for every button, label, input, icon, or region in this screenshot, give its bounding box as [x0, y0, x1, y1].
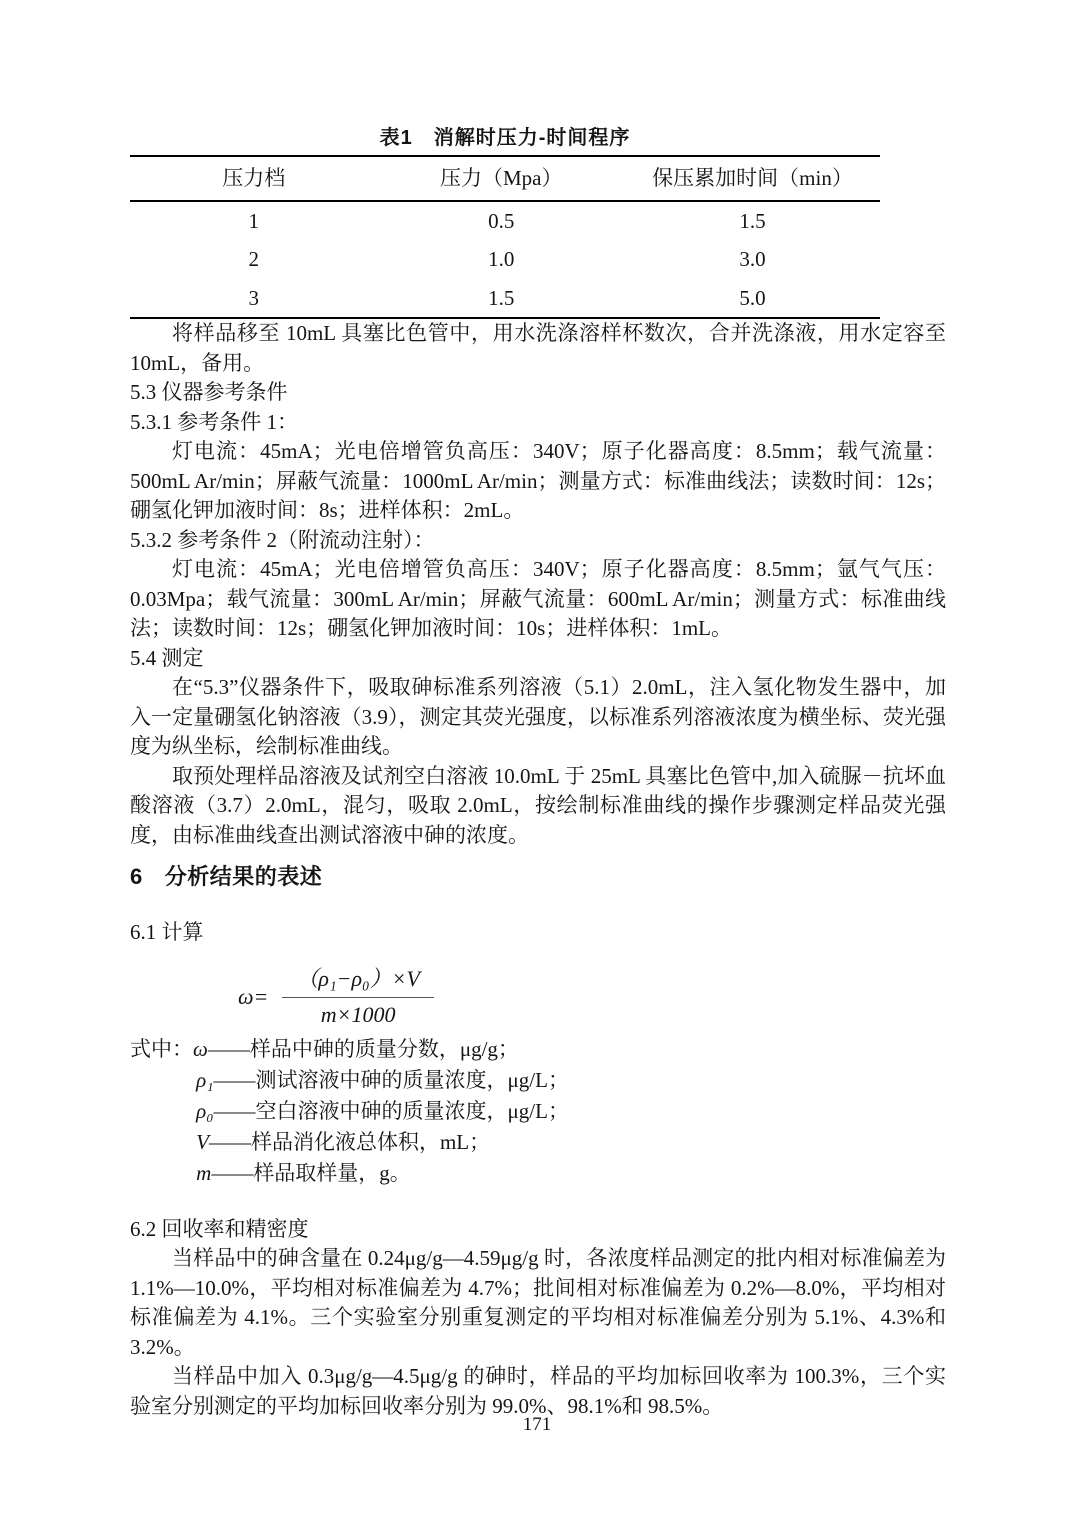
table1-header-hold-time: 保压累加时间（min）	[625, 156, 880, 201]
table-cell: 3.0	[739, 247, 766, 271]
paragraph-measurement-2: 取预处理样品溶液及试剂空白溶液 10.0mL 于 25mL 具塞比色管中,加入硫脲－抗坏血酸溶液（3.7）2.0mL，混匀，吸取 2.0mL，按绘制标准曲线的操作步骤测定样品荧光强度，由标准曲线查出测试溶液中砷的浓度。	[130, 763, 946, 847]
heading-5-3-2: 5.3.2 参考条件 2（附流动注射）：	[130, 527, 435, 552]
variable-name: ρ₀	[196, 1098, 214, 1123]
variable-name: V	[196, 1129, 209, 1154]
paragraph-recovery: 当样品中加入 0.3μg/g—4.5μg/g 的砷时，样品的平均加标回收率为 100.3%，三个实验室分别测定的平均加标回收率分别为 99.0%、98.1%和 98.5%。	[130, 1364, 946, 1418]
where-label: 式中：	[130, 1036, 193, 1061]
paragraph-measurement-1: 在“5.3”仪器条件下，吸取砷标准系列溶液（5.1）2.0mL，注入氢化物发生器中，加入一定量硼氢化钠溶液（3.9），测定其荧光强度，以标准系列溶液浓度为横坐标、荧光强度为纵坐标，绘制标准曲线。	[130, 675, 946, 758]
table1-header-pressure: 压力（Mpa）	[378, 156, 626, 201]
heading-6-title: 分析结果的表述	[164, 864, 323, 889]
table-row	[130, 201, 880, 241]
variable-definition	[130, 1034, 946, 1065]
variable-description: ——测试溶液中砷的质量浓度，μg/L；	[213, 1067, 569, 1092]
table1-header-row	[130, 156, 880, 201]
formula-fraction	[282, 966, 434, 1028]
variable-name: ω	[193, 1036, 208, 1061]
variable-description: ——样品消化液总体积，mL；	[208, 1129, 491, 1154]
heading-5-4: 5.4 测定	[130, 645, 204, 670]
heading-6-number: 6	[130, 864, 143, 889]
heading-6	[130, 862, 946, 892]
table-cell: 3	[248, 285, 259, 310]
paragraph-sample-transfer: 将样品移至 10mL 具塞比色管中，用水洗涤溶样杯数次，合并洗涤液，用水定容至 10mL，备用。	[130, 321, 946, 375]
table1-title: 表1 消解时压力-时间程序	[379, 127, 631, 149]
document-content	[130, 126, 946, 1421]
table-cell: 1.5	[739, 208, 766, 233]
table-cell: 5.0	[739, 285, 766, 310]
table-cell: 1	[248, 208, 259, 233]
heading-5-3: 5.3 仪器参考条件	[130, 380, 288, 404]
table1-header-pressure-level: 压力档	[130, 156, 378, 201]
table1-block	[130, 126, 880, 319]
formula-lhs: ω=	[238, 983, 269, 1009]
variable-definition	[130, 1065, 946, 1096]
variable-description: ——空白溶液中砷的质量浓度，μg/L；	[213, 1098, 569, 1123]
table1	[130, 155, 880, 319]
variable-definition	[130, 1127, 946, 1158]
variable-name: ρ₁	[196, 1067, 214, 1092]
formula-mass-fraction	[238, 966, 946, 1028]
variable-description: ——样品取样量，g。	[211, 1160, 411, 1185]
paragraph-condition-2: 灯电流：45mA；光电倍增管负高压：340V；原子化器高度：8.5mm；氩气气压：0.03Mpa；载气流量：300mL Ar/min；屏蔽气流量：600mL Ar/min；测量方式：标准曲线法；读数时间：12s；硼氢化钾加液时间：10s；进样体积：1mL。	[130, 557, 946, 640]
table-cell: 1.0	[488, 247, 515, 271]
table-cell: 1.5	[488, 285, 515, 310]
variable-definition	[130, 1096, 946, 1127]
formula-variable-list	[130, 1034, 946, 1189]
variable-description: ——样品中砷的质量分数，μg/g；	[207, 1036, 519, 1061]
table-row	[130, 279, 880, 319]
heading-5-3-1: 5.3.1 参考条件 1：	[130, 409, 298, 434]
table-cell: 0.5	[488, 208, 515, 233]
page-number: 171	[522, 1414, 552, 1435]
heading-6-2: 6.2 回收率和精密度	[130, 1216, 309, 1241]
paragraph-precision: 当样品中的砷含量在 0.24μg/g—4.59μg/g 时，各浓度样品测定的批内相对标准偏差为 1.1%—10.0%，平均相对标准偏差为 4.7%；批间相对标准偏差为 0.2%—8.0%，平均相对标准偏差为 4.1%。三个实验室分别重复测定的平均相对标准偏差分别为 5.1%、4.3%和 3.2%。	[130, 1246, 946, 1359]
heading-6-1: 6.1 计算	[130, 920, 204, 944]
table-cell: 2	[248, 247, 259, 271]
formula-numerator: （ρ₁−ρ₀）×V	[296, 965, 420, 991]
variable-definition	[130, 1158, 946, 1189]
variable-name: m	[196, 1160, 212, 1185]
formula-denominator: m×1000	[282, 997, 434, 1028]
table-row	[130, 240, 880, 279]
paragraph-condition-1: 灯电流：45mA；光电倍增管负高压：340V；原子化器高度：8.5mm；载气流量：500mL Ar/min；屏蔽气流量：1000mL Ar/min；测量方式：标准曲线法；读数时间：12s；硼氢化钾加液时间：8s；进样体积：2mL。	[130, 439, 946, 522]
